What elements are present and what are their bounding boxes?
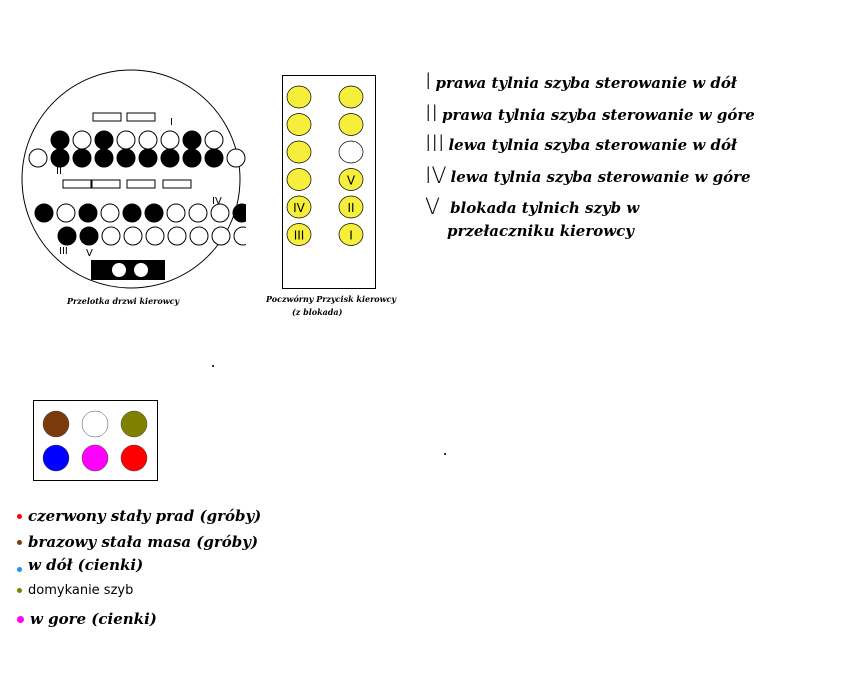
wire-color-dot <box>17 588 22 593</box>
connector-label-i: I <box>170 117 173 128</box>
legend-num: V <box>425 195 441 220</box>
door-connector-diagram <box>20 68 246 294</box>
connector-pin <box>145 204 163 222</box>
switch-button-label: III <box>293 228 305 243</box>
connector-pin <box>212 227 230 245</box>
plug-pin <box>82 445 108 471</box>
connector-pin <box>35 204 53 222</box>
legend-item-i <box>425 72 737 94</box>
connector-pin <box>205 149 223 167</box>
connector-pin <box>183 131 201 149</box>
connector-pin <box>124 227 142 245</box>
wire-color-dot <box>17 514 22 519</box>
legend-text: lewa tylnia szyba sterowanie w dół <box>448 136 737 154</box>
plug-pin <box>121 411 147 437</box>
connector-pin <box>123 204 141 222</box>
connector-key-block <box>91 260 165 280</box>
connector-slot <box>63 180 91 188</box>
connector-pin <box>161 131 179 149</box>
plug-pin <box>82 411 108 437</box>
legend-text: lewa tylnia szyba sterowanie w góre <box>450 168 751 186</box>
legend-text-line2: przełaczniku kierowcy <box>447 222 635 240</box>
plug-pin <box>43 445 69 471</box>
wire-item-olive <box>17 583 133 598</box>
connector-slot <box>127 113 155 121</box>
connector-pin <box>139 149 157 167</box>
switch-button-label: II <box>347 201 355 215</box>
connector-pin <box>29 149 47 167</box>
connector-pin <box>167 204 185 222</box>
connector-pin <box>234 227 246 245</box>
connector-pin <box>146 227 164 245</box>
connector-slot <box>93 113 121 121</box>
plug-pin <box>43 411 69 437</box>
connector-slot <box>163 180 191 188</box>
connector-pin <box>102 227 120 245</box>
switch-button <box>339 114 363 136</box>
connector-label-iv: IV <box>212 196 222 207</box>
wire-color-dot <box>17 540 22 545</box>
wire-item-brown <box>17 533 258 551</box>
switch-button <box>287 141 311 163</box>
switch-button-label: IV <box>293 201 305 215</box>
wire-plug-diagram <box>33 400 159 482</box>
switch-button-label: V <box>346 173 356 188</box>
connector-pin <box>189 204 207 222</box>
legend-num: IV <box>425 164 447 189</box>
connector-pin <box>95 131 113 149</box>
wire-text: brazowy stała masa (gróby) <box>28 533 259 551</box>
legend-item-v <box>425 197 639 219</box>
legend-item-ii <box>425 104 755 126</box>
connector-slot <box>127 180 155 188</box>
connector-pin <box>51 149 69 167</box>
connector-pin <box>227 149 245 167</box>
connector-slot <box>92 180 120 188</box>
connector-pin <box>168 227 186 245</box>
connector-pin <box>139 131 157 149</box>
legend-item-iv <box>425 166 751 188</box>
legend-item-iii <box>425 134 737 156</box>
stray-dot <box>444 453 446 455</box>
wire-item-blue <box>17 556 143 574</box>
connector-label-ii: II <box>56 166 62 177</box>
connector-pin <box>79 204 97 222</box>
connector-pin <box>205 131 223 149</box>
wire-item-pink <box>17 610 157 628</box>
wire-text: w gore (cienki) <box>30 610 157 628</box>
switch-button <box>287 86 311 108</box>
legend-text: prawa tylnia szyba sterowanie w góre <box>441 106 755 124</box>
switch-caption-line2: (z blokada) <box>292 307 343 317</box>
legend-text: blokada tylnich szyb w <box>450 199 640 217</box>
legend-text: prawa tylnia szyba sterowanie w dół <box>435 74 737 92</box>
wire-color-dot <box>17 616 24 623</box>
plug-pin <box>121 445 147 471</box>
stray-dot <box>212 365 214 367</box>
connector-pin <box>190 227 208 245</box>
connector-pin <box>51 131 69 149</box>
switch-button <box>339 141 363 163</box>
connector-caption: Przelotka drzwi kierowcy <box>67 296 180 306</box>
connector-pin <box>101 204 119 222</box>
wire-color-dot <box>17 567 22 572</box>
connector-label-iii: III <box>59 246 68 257</box>
wire-text: domykanie szyb <box>28 583 134 598</box>
legend-num: II <box>425 102 438 127</box>
connector-pin <box>233 204 246 222</box>
connector-pin <box>80 227 98 245</box>
connector-pin <box>58 227 76 245</box>
connector-pin <box>183 149 201 167</box>
connector-pin <box>73 149 91 167</box>
connector-pin <box>161 149 179 167</box>
switch-button <box>339 86 363 108</box>
switch-button <box>287 114 311 136</box>
key-hole-right <box>134 263 148 277</box>
key-hole-left <box>112 263 126 277</box>
switch-button <box>287 169 311 191</box>
connector-label-v: V <box>86 248 93 259</box>
driver-switch-diagram <box>282 75 377 290</box>
legend-item-v-continued <box>447 220 634 242</box>
wire-item-red <box>17 507 261 525</box>
wire-text: w dół (cienki) <box>28 556 144 574</box>
connector-pin <box>73 131 91 149</box>
connector-pin <box>57 204 75 222</box>
connector-pin <box>117 149 135 167</box>
switch-button-label: I <box>349 228 353 243</box>
connector-pin <box>95 149 113 167</box>
switch-caption-line1: Poczwórny Przycisk kierowcy <box>266 294 397 304</box>
legend-num: III <box>425 132 445 157</box>
connector-outline <box>22 70 240 288</box>
legend-num: I <box>425 70 432 95</box>
wire-text: czerwony stały prad (gróby) <box>28 507 262 525</box>
connector-pin <box>117 131 135 149</box>
